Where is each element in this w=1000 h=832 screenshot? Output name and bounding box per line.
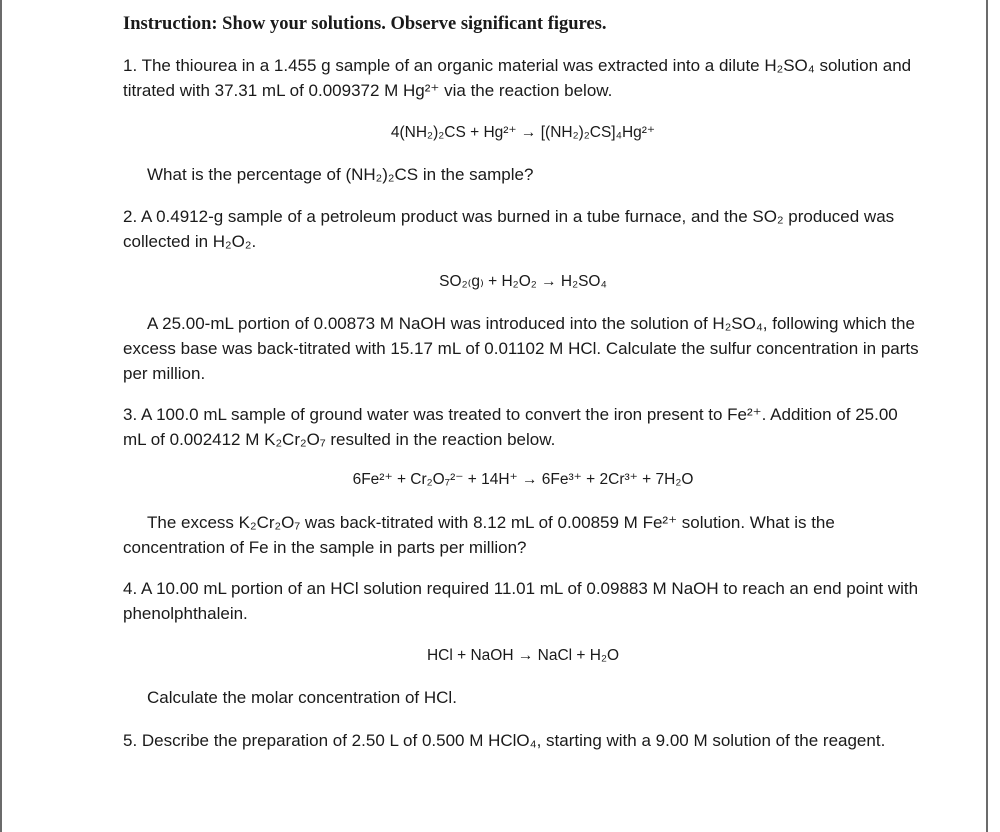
page-border-left [0,0,2,832]
instruction-heading: Instruction: Show your solutions. Observe significant figures. [123,14,607,34]
question-3-prompt: The excess K₂Cr₂O₇ was back-titrated with 8.12 mL of 0.00859 M Fe²⁺ solution. What is the concentration of Fe in the sample in parts per million? [123,513,835,557]
page-border-right [986,0,988,832]
question-5-text: 5. Describe the preparation of 2.50 L of 0.500 M HClO₄, starting with a 9.00 M solution of the reagent. [123,731,886,750]
question-4-text: 4. A 10.00 mL portion of an HCl solution required 11.01 mL of 0.09883 M NaOH to reach an end point with phenolphthalein. [123,579,919,623]
question-3-equation: 6Fe²⁺ + Cr₂O₇²⁻ + 14H⁺ → 6Fe³⁺ + 2Cr³⁺ + 7H₂O [352,471,694,488]
question-3-text: 3. A 100.0 mL sample of ground water was treated to convert the iron present to Fe²⁺. Addition of 25.00 mL of 0.002412 M K₂Cr₂O₇ resulted in the reaction below. [123,405,898,449]
question-2-equation: SO₂₍g₎ + H₂O₂ → H₂SO₄ [439,273,607,290]
question-1-text: 1. The thiourea in a 1.455 g sample of an organic material was extracted into a dilute H₂SO₄ solution and titrated with 37.31 mL of 0.009372 M Hg²⁺ via the reaction below. [123,56,912,100]
question-2-text: 2. A 0.4912-g sample of a petroleum product was burned in a tube furnace, and the SO₂ produced was collected in H₂O₂. [123,207,895,251]
question-4-prompt: Calculate the molar concentration of HCl. [147,688,457,707]
question-1-equation: 4(NH₂)₂CS + Hg²⁺ → [(NH₂)₂CS]₄Hg²⁺ [390,124,656,141]
question-2-prompt: A 25.00-mL portion of 0.00873 M NaOH was introduced into the solution of H₂SO₄, following which the excess base was back-titrated with 15.17 mL of 0.01102 M HCl. Calculate the sulfur concentration in parts per million. [123,314,919,383]
question-1-prompt: What is the percentage of (NH₂)₂CS in the sample? [147,165,534,184]
question-4-equation: HCl + NaOH → NaCl + H₂O [426,647,620,664]
